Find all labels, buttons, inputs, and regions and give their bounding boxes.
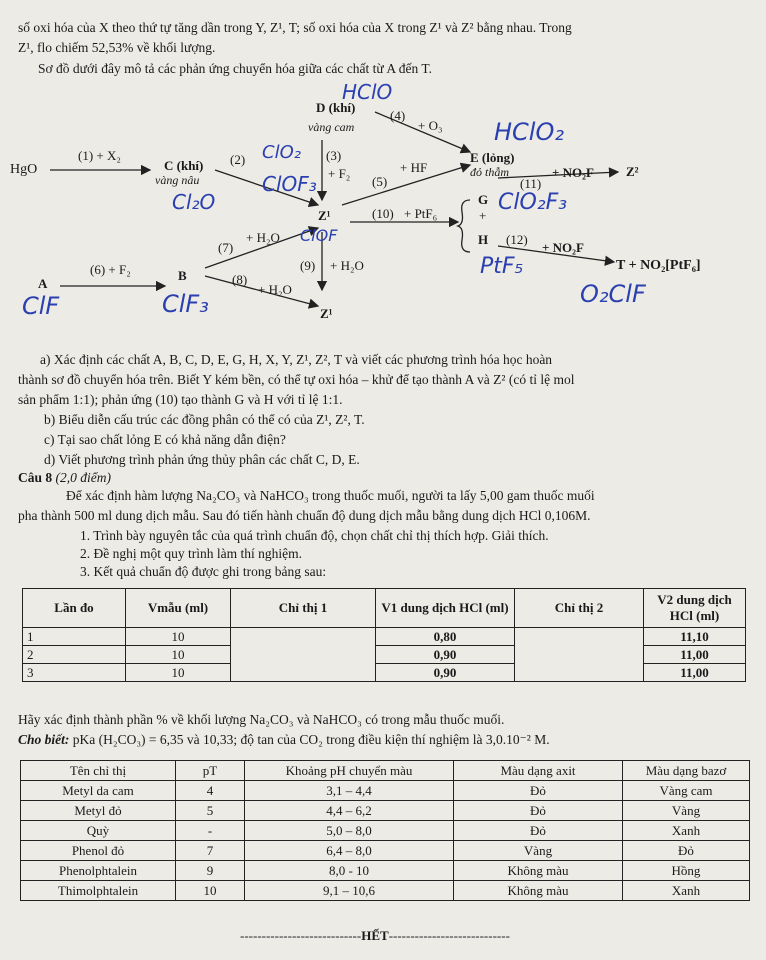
cell: 3 xyxy=(23,664,126,682)
table-header-row xyxy=(23,589,746,628)
cell: Không màu xyxy=(454,861,623,881)
cell: 7 xyxy=(176,841,245,861)
reaction-7-label: (7) xyxy=(218,240,234,255)
cell: 0,90 xyxy=(376,664,515,682)
intro-line-3: Sơ đồ dưới đây mô tả các phản ứng chuyển hóa giữa các chất từ A đến T. xyxy=(38,61,432,76)
cell: Đỏ xyxy=(454,801,623,821)
header-lan-do: Lần đo xyxy=(23,589,126,628)
cell: 10 xyxy=(176,881,245,901)
reaction-1-label: (1) + X₂ xyxy=(78,148,121,163)
compound-z1-center: Z¹ xyxy=(318,208,331,223)
reaction-9-label: (9) xyxy=(300,258,316,273)
compound-d-label: D (khí) xyxy=(316,100,356,115)
header-mau-axit: Màu dạng axit xyxy=(454,761,623,781)
cell xyxy=(231,628,376,682)
cau8-heading xyxy=(18,470,111,486)
compound-h-label: H xyxy=(478,232,489,247)
cell: Phenol đỏ xyxy=(21,841,176,861)
cell: 11,00 xyxy=(644,664,746,682)
compound-b-label: B xyxy=(178,268,187,283)
reaction-12-label: (12) xyxy=(506,232,528,247)
compound-d-color: vàng cam xyxy=(308,120,355,134)
header-pt: pT xyxy=(176,761,245,781)
compound-e-color: đỏ thẫm xyxy=(470,165,509,179)
cell: Hồng xyxy=(623,861,750,881)
compound-e-label: E (lỏng) xyxy=(470,150,515,165)
cau8-paragraph-1: Để xác định hàm lượng Na₂CO₃ và NaHCO₃ trong thuốc muối, người ta lấy 5,00 gam thuốc muối xyxy=(66,488,595,503)
reaction-11-label: (11) xyxy=(520,176,542,191)
handwritten-cl2o: Cl₂O xyxy=(172,190,216,214)
table-row xyxy=(21,881,750,901)
handwritten-clo2f3: ClO₂F₃ xyxy=(498,190,568,215)
cell: Vàng cam xyxy=(623,781,750,801)
cell: Phenolphtalein xyxy=(21,861,176,881)
table-header-row xyxy=(21,761,750,781)
compound-z1-bottom: Z¹ xyxy=(320,306,333,321)
cell: 3,1 – 4,4 xyxy=(245,781,454,801)
reaction-3-label: (3) xyxy=(326,148,342,163)
handwritten-ptf5: PtF₅ xyxy=(480,254,524,279)
reaction-9-reagent: + H₂O xyxy=(330,258,364,273)
table-row xyxy=(21,821,750,841)
cell xyxy=(515,628,644,682)
question-c: c) Tại sao chất lỏng E có khả năng dẫn điện? xyxy=(44,432,286,447)
compound-a-label: A xyxy=(38,276,48,291)
handwritten-hclo2: HClO₂ xyxy=(494,118,564,146)
question-a-line2: thành sơ đồ chuyển hóa trên. Biết Y kém bền, có thể tự oxi hóa – khử để tạo thành A và Z² (có tỉ lệ mol xyxy=(18,372,575,387)
cell: 11,10 xyxy=(644,628,746,646)
cau8-title: Câu 8 xyxy=(18,470,53,485)
cell: 8,0 - 10 xyxy=(245,861,454,881)
cell: 4 xyxy=(176,781,245,801)
given-info xyxy=(18,732,550,748)
handwritten-hclo: HClO xyxy=(342,80,393,104)
reaction-scheme-arrows xyxy=(0,0,766,340)
header-ten-chi-thi: Tên chỉ thị xyxy=(21,761,176,781)
reaction-5-label: (5) xyxy=(372,174,388,189)
header-chi-thi-2: Chỉ thị 2 xyxy=(515,589,644,628)
cau8-paragraph-2: pha thành 500 ml dung dịch mẫu. Sau đó tiến hành chuẩn độ dung dịch mẫu bằng dung dịch HCl 0,106M. xyxy=(18,508,591,523)
cau8-item-2: 2. Đề nghị một quy trình làm thí nghiệm. xyxy=(80,546,302,561)
reaction-8-label: (8) xyxy=(232,272,248,287)
cell: 5 xyxy=(176,801,245,821)
cell: 2 xyxy=(23,646,126,664)
cell: Xanh xyxy=(623,881,750,901)
cell: Thimolphtalein xyxy=(21,881,176,901)
handwritten-clf: ClF xyxy=(22,292,60,320)
given-label: Cho biết: xyxy=(18,732,70,747)
cell: 4,4 – 6,2 xyxy=(245,801,454,821)
handwritten-clof3: ClOF₃ xyxy=(262,172,317,196)
table-row xyxy=(21,801,750,821)
cell: Metyl đỏ xyxy=(21,801,176,821)
cell: - xyxy=(176,821,245,841)
cell: 1 xyxy=(23,628,126,646)
cau8-item-1: 1. Trình bày nguyên tắc của quá trình chuẩn độ, chọn chất chỉ thị thích hợp. Giải thích. xyxy=(80,528,549,543)
reaction-7-reagent: + H₂O xyxy=(246,230,280,245)
cell: Quỳ xyxy=(21,821,176,841)
cell: Không màu xyxy=(454,881,623,901)
cell: Metyl da cam xyxy=(21,781,176,801)
header-khoang-ph: Khoảng pH chuyển màu xyxy=(245,761,454,781)
given-text: pKa (H₂CO₃) = 6,35 và 10,33; độ tan của CO₂ trong điều kiện thí nghiệm là 3,0.10⁻² M. xyxy=(72,732,550,747)
compound-c-label: C (khí) xyxy=(164,158,204,173)
cell: Đỏ xyxy=(454,821,623,841)
question-a-line3: sản phẩm 1:1); phản ứng (10) tạo thành G và H với tỉ lệ 1:1. xyxy=(18,392,343,407)
header-mau-bazo: Màu dạng bazơ xyxy=(623,761,750,781)
reaction-5-reagent: + HF xyxy=(400,160,428,175)
intro-line-2: Z¹, flo chiếm 52,53% về khối lượng. xyxy=(18,40,216,55)
cell: 0,90 xyxy=(376,646,515,664)
cell: 0,80 xyxy=(376,628,515,646)
cau8-points: (2,0 điểm) xyxy=(55,470,111,485)
question-b: b) Biểu diễn cấu trúc các đồng phân có thể có của Z¹, Z², T. xyxy=(44,412,365,427)
hgo-label: HgO xyxy=(10,162,38,177)
handwritten-clf3: ClF₃ xyxy=(162,290,209,318)
compound-c-color: vàng nâu xyxy=(155,173,200,187)
table-row xyxy=(21,861,750,881)
question-a-line1: a) Xác định các chất A, B, C, D, E, G, H, X, Y, Z¹, Z², T và viết các phương trình hóa học hoàn xyxy=(40,352,553,367)
reaction-3-reagent: + F₂ xyxy=(328,166,351,181)
header-chi-thi-1: Chỉ thị 1 xyxy=(231,589,376,628)
handwritten-clof-mid: ClOF xyxy=(300,226,338,245)
compound-g-label: G xyxy=(478,192,489,207)
header-v1: V1 dung dịch HCl (ml) xyxy=(376,589,515,628)
handwritten-o2clf: O₂ClF xyxy=(580,280,646,308)
reaction-10-reagent: + PtF₆ xyxy=(404,206,438,221)
reaction-12-reagent: + NO₂F xyxy=(542,240,584,255)
cell: Vàng xyxy=(623,801,750,821)
cau8-item-3: 3. Kết quả chuẩn độ được ghi trong bảng sau: xyxy=(80,564,327,579)
table-row xyxy=(21,781,750,801)
reaction-8-reagent: + H₂O xyxy=(258,282,292,297)
header-v2: V2 dung dịch HCl (ml) xyxy=(644,589,746,628)
reaction-4-reagent: + O₃ xyxy=(418,118,443,133)
cell: 11,00 xyxy=(644,646,746,664)
cell: 9 xyxy=(176,861,245,881)
question-d: d) Viết phương trình phản ứng thủy phân các chất C, D, E. xyxy=(44,452,360,467)
cell: Đỏ xyxy=(454,781,623,801)
cell: 9,1 – 10,6 xyxy=(245,881,454,901)
reaction-4-label: (4) xyxy=(390,108,406,123)
cell: 10 xyxy=(126,664,231,682)
cell: Đỏ xyxy=(623,841,750,861)
reaction-10-label: (10) xyxy=(372,206,394,221)
compound-z2-label: Z² xyxy=(626,164,639,179)
product-t-label: T + NO₂[PtF₆] xyxy=(616,258,701,273)
cell: 6,4 – 8,0 xyxy=(245,841,454,861)
handwritten-clo2: ClO₂ xyxy=(262,142,301,163)
cell: 10 xyxy=(126,628,231,646)
cell: Xanh xyxy=(623,821,750,841)
question-percent: Hãy xác định thành phần % về khối lượng Na₂CO₃ và NaHCO₃ có trong mẫu thuốc muối. xyxy=(18,712,505,727)
end-marker: ----------------------------HẾT---------------------------- xyxy=(240,928,510,943)
cell: 5,0 – 8,0 xyxy=(245,821,454,841)
cell: 10 xyxy=(126,646,231,664)
reaction-11-reagent: + NO₂F xyxy=(552,165,594,180)
table-row xyxy=(21,841,750,861)
titration-results-table xyxy=(22,588,746,682)
header-v-mau: Vmẫu (ml) xyxy=(126,589,231,628)
end-label: HẾT xyxy=(361,928,389,943)
indicator-table xyxy=(20,760,750,901)
reaction-2-label: (2) xyxy=(230,152,246,167)
intro-line-1: số oxi hóa của X theo thứ tự tăng dần trong Y, Z¹, T; số oxi hóa của X trong Z¹ và Z² bằng nhau. Trong xyxy=(18,20,572,35)
reaction-6-label: (6) + F₂ xyxy=(90,262,131,277)
plus-sign: + xyxy=(479,208,487,223)
cell: Vàng xyxy=(454,841,623,861)
table-row xyxy=(23,628,746,646)
